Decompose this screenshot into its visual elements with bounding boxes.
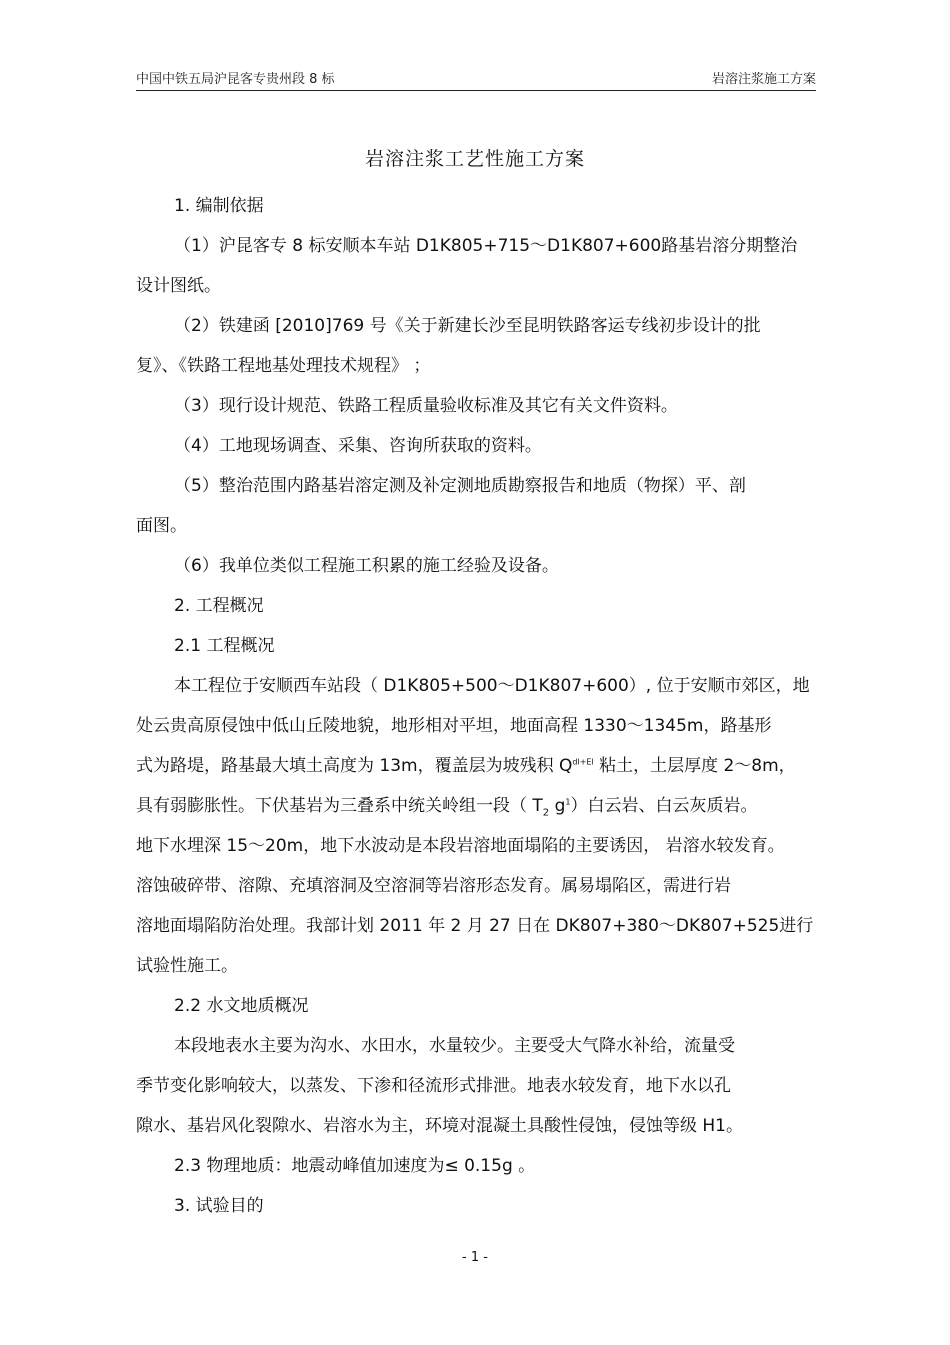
header-rule [136,90,816,91]
text-segment: 具有弱膨胀性。下伏基岩为三叠系中统关岭组一段（ T [136,796,543,816]
paragraph-line: 复》、《铁路工程地基处理技术规程》 ； [136,356,431,376]
paragraph-line: （6）我单位类似工程施工积累的施工经验及设备。 [174,556,559,576]
page-header [136,66,816,90]
text-segment: g [549,796,566,816]
header-project-name: 中国中铁五局沪昆客专贵州段 8 标 [136,72,335,87]
paragraph-line: 季节变化影响较大，以蒸发、下渗和径流形式排泄。地表水较发育，地下水以孔 [136,1076,731,1096]
paragraph-line: 处云贵高原侵蚀中低山丘陵地貌，地形相对平坦，地面高程 1330～1345m，路基形 [136,716,772,736]
page-number: - 1 - [462,1250,488,1265]
subheading-overview: 2.1 工程概况 [174,636,275,656]
heading-test-purpose: 3. 试验目的 [174,1196,264,1216]
document-title: 岩溶注浆工艺性施工方案 [364,148,585,170]
superscript: dl+El [572,757,594,767]
heading-overview: 2. 工程概况 [174,596,264,616]
paragraph-line: （2）铁建函 [2010]769 号《关于新建长沙至昆明铁路客运专线初步设计的批 [174,316,761,336]
paragraph-line: （5）整治范围内路基岩溶定测及补定测地质勘察报告和地质（物探）平、剖 [174,476,746,496]
paragraph-line: （1）沪昆客专 8 标安顺本车站 D1K805+715～D1K807+600路基岩溶分期整治 [174,236,798,256]
paragraph-line: 溶蚀破碎带、溶隙、充填溶洞及空溶洞等岩溶形态发育。属易塌陷区，需进行岩 [136,876,731,896]
heading-basis: 1. 编制依据 [174,196,264,216]
paragraph-line: 试验性施工。 [136,956,238,976]
paragraph-line: 本段地表水主要为沟水、水田水，水量较少。主要受大气降水补给，流量受 [174,1036,735,1056]
superscript: 1 [565,797,571,807]
text-segment: 粘土，土层厚度 2～8m， [593,756,796,776]
paragraph-line: 地下水埋深 15～20m，地下水波动是本段岩溶地面塌陷的主要诱因， 岩溶水较发育。 [136,836,785,856]
subheading-hydrogeology: 2.2 水文地质概况 [174,996,309,1016]
subheading-physical-geology: 2.3 物理地质：地震动峰值加速度为≤ 0.15g 。 [174,1156,536,1176]
paragraph-line: 面图。 [136,516,187,536]
paragraph-line [136,794,757,818]
paragraph-line: 隙水、基岩风化裂隙水、岩溶水为主，环境对混凝土具酸性侵蚀，侵蚀等级 H1。 [136,1116,744,1136]
text-segment: 式为路堤，路基最大填土高度为 13m，覆盖层为坡残积 Q [136,756,573,776]
paragraph-line [136,754,796,778]
text-segment: ）白云岩、白云灰质岩。 [570,796,758,816]
subscript: 2 [542,807,550,819]
paragraph-line: 本工程位于安顺西车站段（ D1K805+500～D1K807+600）, 位于安顺市郊区，地 [174,676,810,696]
paragraph-line: 设计图纸。 [136,276,221,296]
paragraph-line: 溶地面塌陷防治处理。我部计划 2011 年 2 月 27 日在 DK807+380～DK807+525进行 [136,916,814,936]
header-document-name: 岩溶注浆施工方案 [711,72,816,87]
paragraph-line: （3）现行设计规范、铁路工程质量验收标准及其它有关文件资料。 [174,396,678,416]
paragraph-line: （4）工地现场调查、采集、咨询所获取的资料。 [174,436,542,456]
